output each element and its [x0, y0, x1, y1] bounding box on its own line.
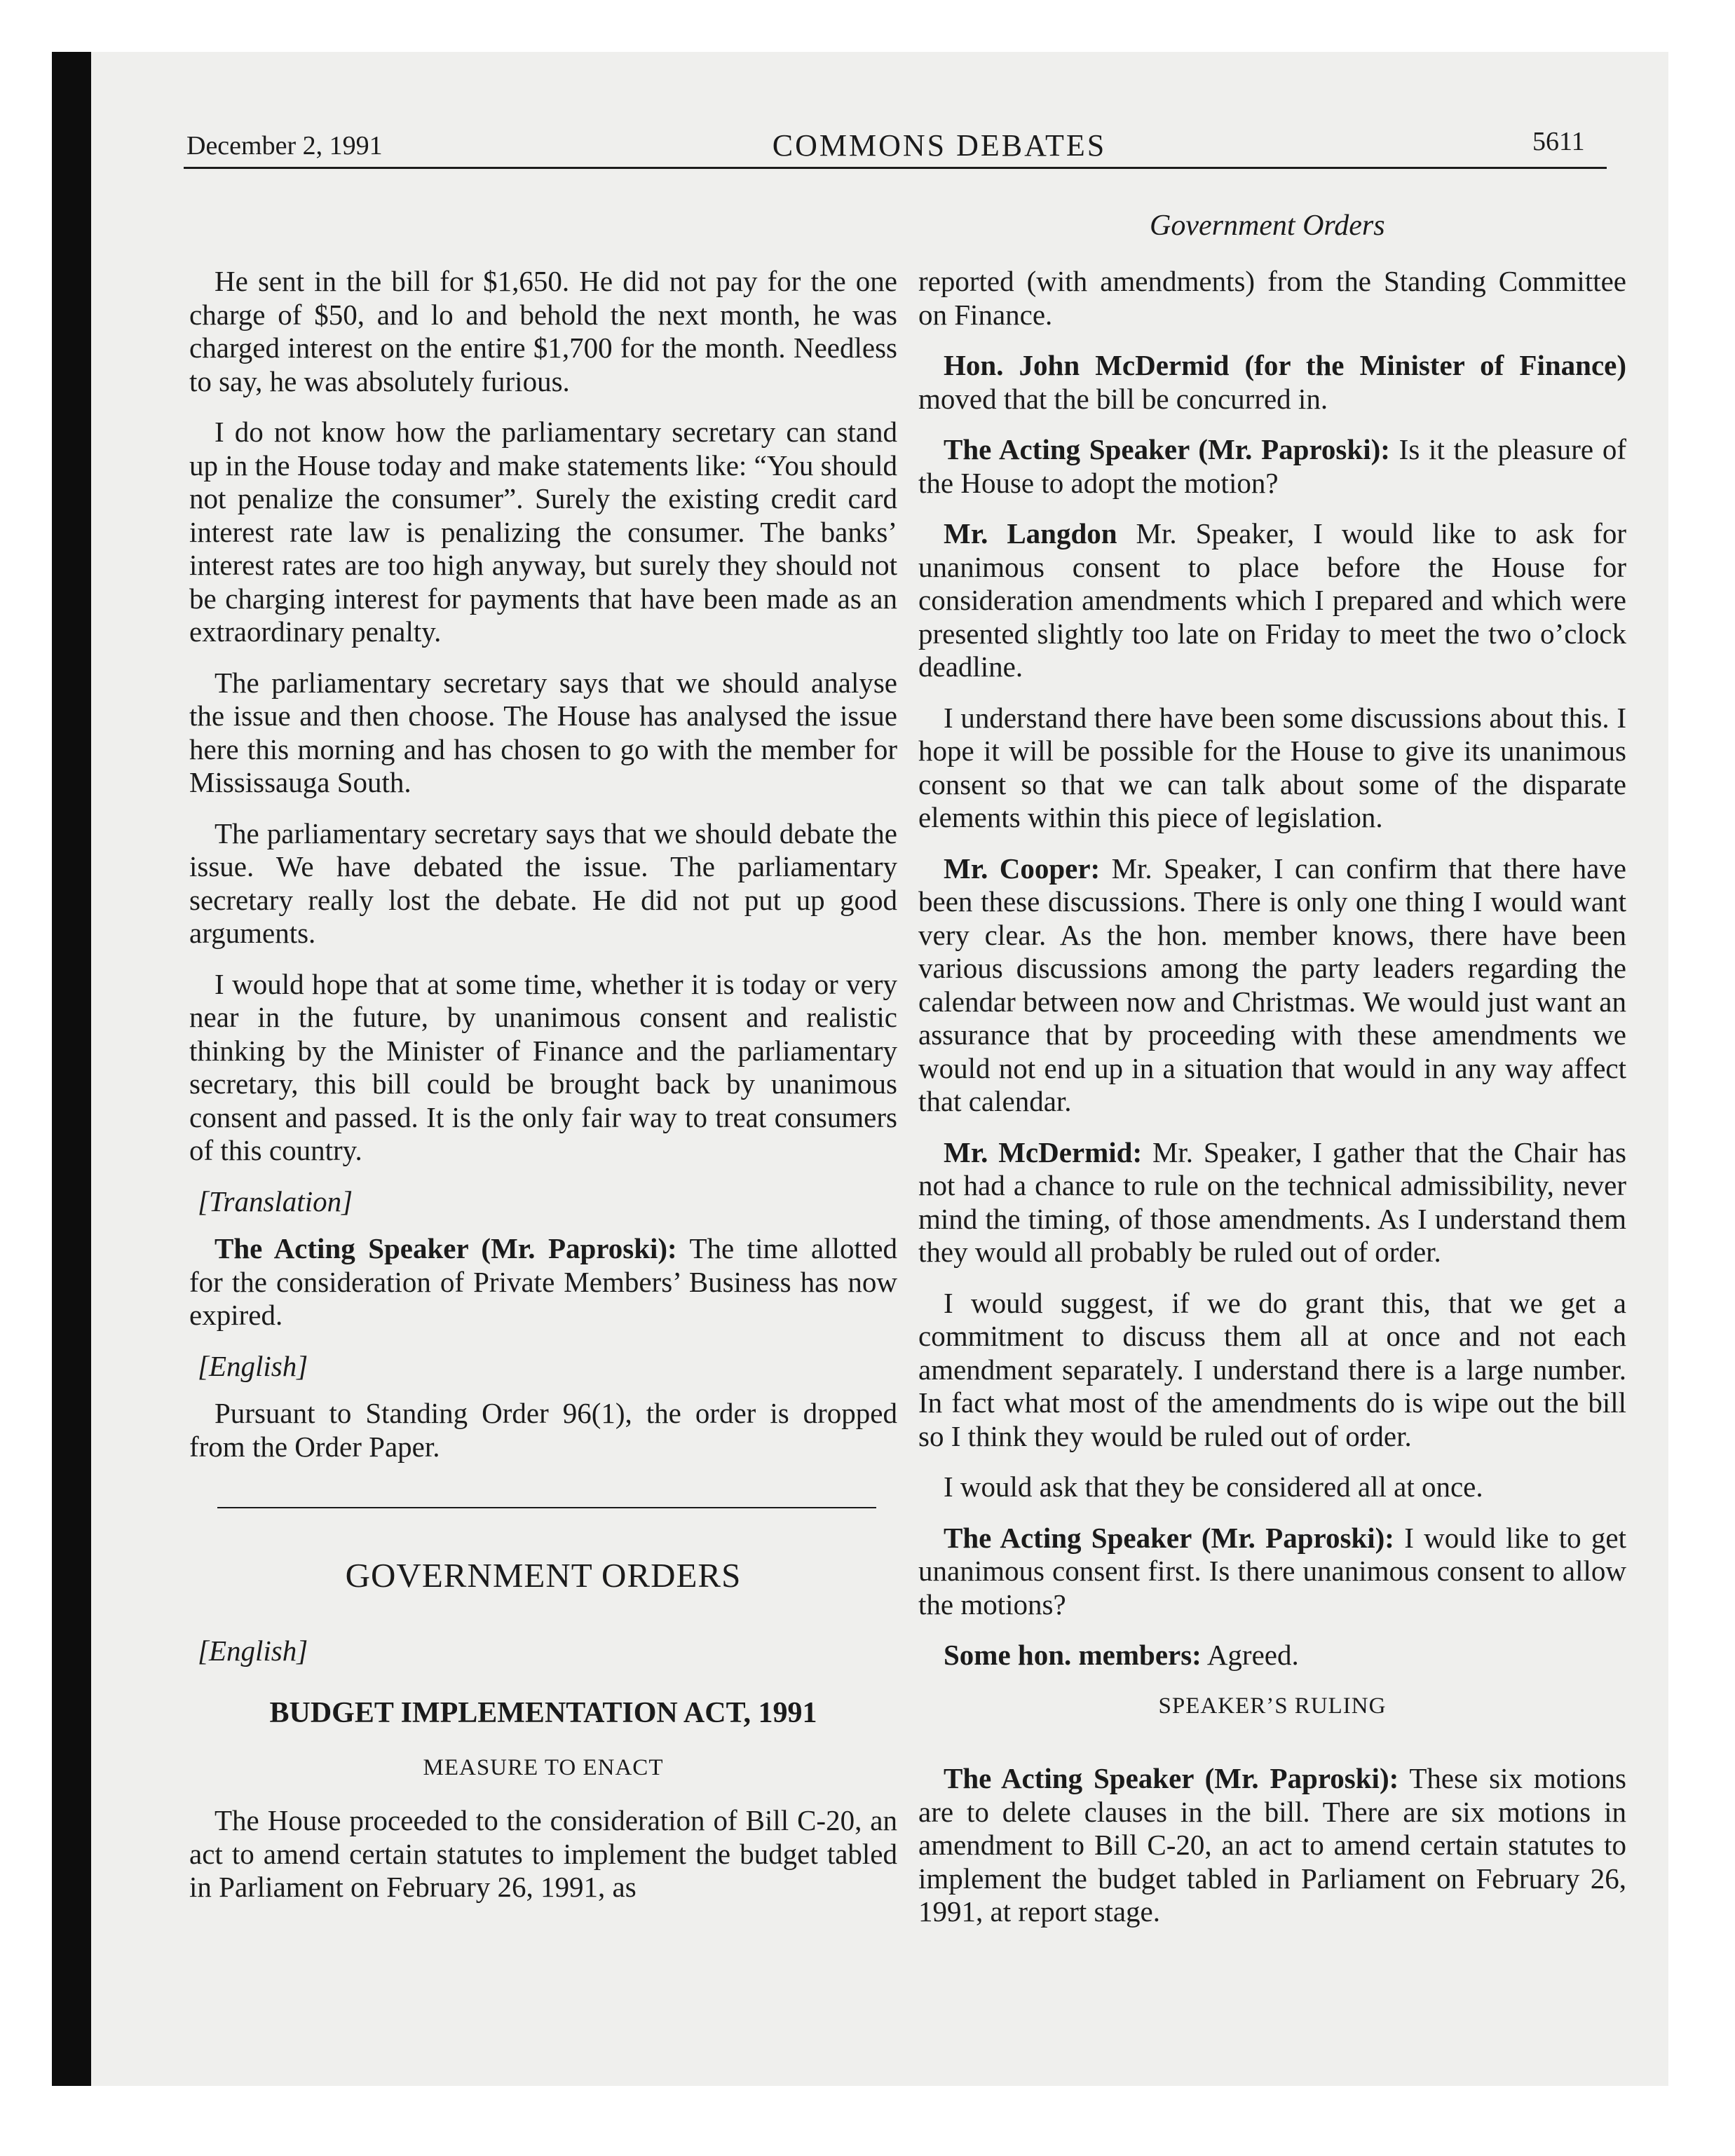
binding-edge	[52, 52, 91, 2086]
speaker-name: The Acting Speaker (Mr. Paproski):	[944, 433, 1390, 465]
speech-text: Mr. Speaker, I gather that the Chair has not had a chance to rule on the technical admissibility, never mind the timing, of those amendments. As I understand them they would all probably be ruled out of order.	[918, 1135, 1626, 1268]
bill-subheading: MEASURE TO ENACT	[423, 1754, 664, 1780]
paragraph	[918, 433, 1626, 500]
speaker-name: Mr. Cooper:	[944, 852, 1101, 885]
page-number: 5611	[1532, 127, 1585, 156]
paragraph: Pursuant to Standing Order 96(1), the order is dropped from the Order Paper.	[189, 1397, 897, 1463]
right-column	[918, 265, 1626, 1946]
language-tag-translation: [Translation]	[198, 1185, 353, 1217]
speech-text: moved that the bill be concurred in.	[918, 382, 1328, 415]
speech-text: Mr. Speaker, I can confirm that there have been these discussions. There is only one thing I would want very clear. As the hon. member knows, there have been various discussions among the party leaders regarding the calendar between now and Christmas. We would just want an assurance that by proceeding with these amendments we would not end up in a situation that would in any way affect that calendar.	[918, 852, 1626, 1117]
speech-text: I would like to get unanimous consent first. Is there unanimous consent to allow the motions?	[918, 1521, 1626, 1621]
paragraph: He sent in the bill for $1,650. He did not pay for the one charge of $50, and lo and behold the next month, he was charged interest on the entire $1,700 for the month. Needless to say, he was absolutely furious.	[189, 265, 897, 397]
header-rule	[184, 167, 1607, 169]
speaker-name: The Acting Speaker (Mr. Paproski):	[944, 1762, 1399, 1794]
section-heading: Government Orders	[1150, 210, 1385, 242]
paragraph	[918, 1136, 1626, 1269]
paragraph	[189, 1232, 897, 1332]
paragraph	[918, 1762, 1626, 1929]
paragraph: The parliamentary secretary says that we should debate the issue. We have debated the issue. The parliamentary secretary really lost the debate. He did not put up good arguments.	[189, 817, 897, 949]
paragraph: I understand there have been some discussions about this. I hope it will be possible for the House to give its unanimous consent so that we can talk about some of the disparate elements within this piece of legislation.	[918, 701, 1626, 833]
paragraph: I would suggest, if we do grant this, that we get a commitment to discuss them all at once and not each amendment separately. I understand there is a large number. In fact what most of the amendments do is wipe out the bill so I think they would be ruled out of order.	[918, 1286, 1626, 1452]
left-column	[189, 265, 897, 1922]
paragraph	[918, 349, 1626, 416]
section-separator	[217, 1507, 876, 1508]
speaker-name: Mr. McDermid:	[944, 1135, 1143, 1168]
paragraph: I do not know how the parliamentary secretary can stand up in the House today and make statements like: “You should not penalize the consumer”. Surely the existing credit card interest rate law is penalizing the consumer. The banks’ interest rates are too high anyway, but surely they should not be charging interest for payments that have been made as an extraordinary penalty.	[189, 416, 897, 648]
speech-text: Agreed.	[1201, 1639, 1299, 1671]
speech-text: The time allotted for the consideration of Private Members’ Business has now expired.	[189, 1232, 897, 1331]
speaker-name: Mr. Langdon	[944, 517, 1117, 550]
government-orders-heading: GOVERNMENT ORDERS	[345, 1556, 742, 1595]
paragraph	[918, 852, 1626, 1119]
paragraph	[918, 1639, 1626, 1672]
speech-text: Is it the pleasure of the House to adopt the motion?	[918, 433, 1626, 499]
paragraph: I would ask that they be considered all at once.	[944, 1471, 1483, 1503]
paragraph: I would hope that at some time, whether it is today or very near in the future, by unanimous consent and realistic thinking by the Minister of Finance and the parliamentary secretary, this bill could be brought back by unanimous consent and passed. It is the only fair way to treat consumers of this country.	[189, 967, 897, 1166]
header-title: COMMONS DEBATES	[772, 128, 1107, 163]
language-tag-english: [English]	[198, 1634, 308, 1667]
paragraph: The House proceeded to the consideration of Bill C-20, an act to amend certain statutes to implement the budget tabled in Parliament on February 26, 1991, as	[189, 1804, 897, 1903]
speech-text: These six motions are to delete clauses in the bill. There are six motions in amendment to Bill C-20, an act to amend certain statutes to implement the budget tabled in Parliament on February 26, 1991, at report stage.	[918, 1762, 1626, 1928]
language-tag-english: [English]	[198, 1349, 308, 1382]
speech-text: Mr. Speaker, I would like to ask for unanimous consent to place before the House for consideration amendments which I prepared and which were presented slightly too late on Friday to meet the two o’clock deadline.	[918, 517, 1626, 683]
paragraph	[918, 517, 1626, 684]
bill-title: BUDGET IMPLEMENTATION ACT, 1991	[269, 1697, 817, 1729]
speaker-name: The Acting Speaker (Mr. Paproski):	[944, 1521, 1394, 1554]
ruling-heading: SPEAKER’S RULING	[1158, 1693, 1387, 1719]
speaker-name: The Acting Speaker (Mr. Paproski):	[215, 1232, 677, 1264]
header-date: December 2, 1991	[186, 131, 383, 161]
paragraph	[918, 1522, 1626, 1622]
speaker-name: Hon. John McDermid (for the Minister of Finance)	[944, 349, 1626, 381]
paragraph: reported (with amendments) from the Standing Committee on Finance.	[918, 265, 1626, 331]
paragraph: The parliamentary secretary says that we should analyse the issue and then choose. The House has analysed the issue here this morning and has chosen to go with the member for Mississauga South.	[189, 666, 897, 798]
speaker-name: Some hon. members:	[944, 1639, 1202, 1671]
